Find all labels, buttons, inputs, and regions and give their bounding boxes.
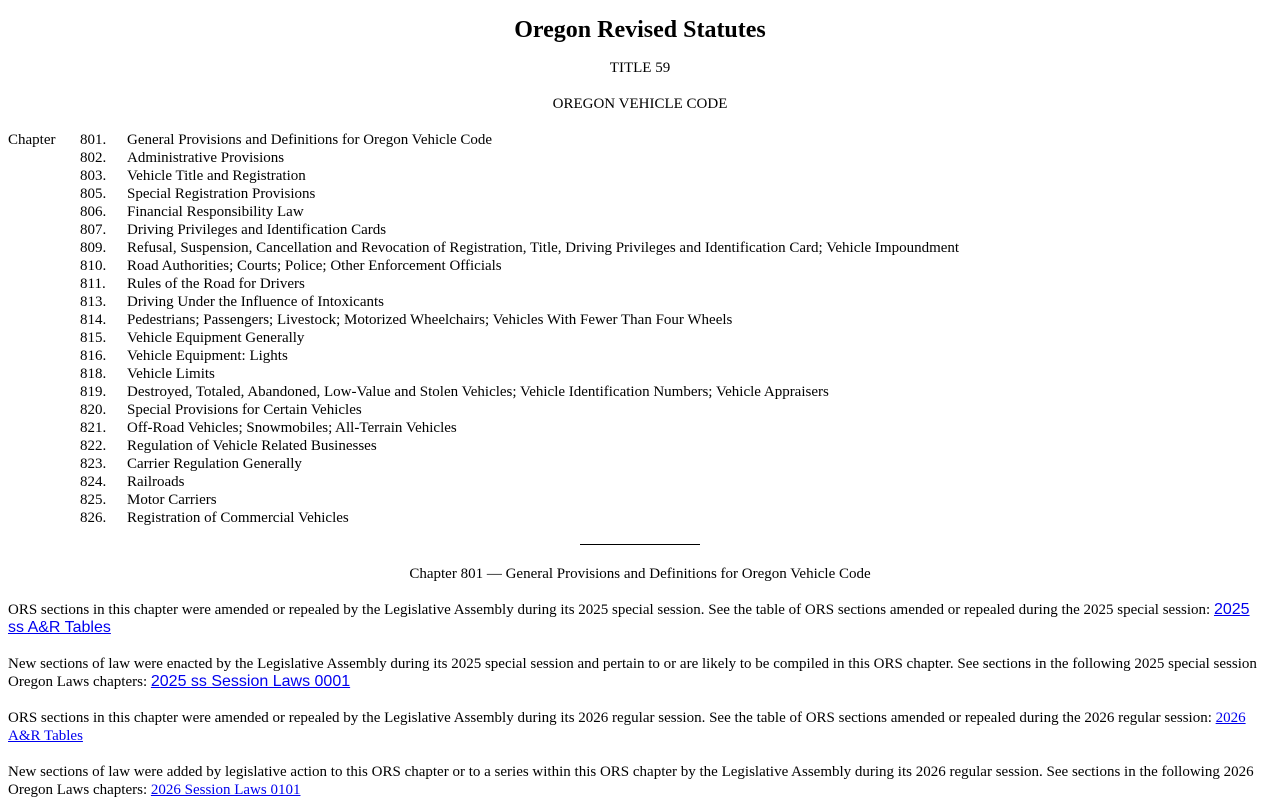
chapter-number: 823. [80, 456, 107, 472]
chapter-list-item [8, 383, 1272, 401]
chapter-number: 813. [80, 294, 107, 310]
chapter-number: 806. [80, 204, 107, 220]
chapter-list-item [8, 419, 1272, 437]
chapter-name: Registration of Commercial Vehicles [127, 510, 349, 526]
chapter-list-item [8, 131, 1272, 149]
chapter-name: Vehicle Equipment: Lights [127, 348, 288, 364]
chapter-list-item [8, 185, 1272, 203]
chapter-list-item [8, 455, 1272, 473]
chapter-list-item [8, 293, 1272, 311]
chapter-name: Refusal, Suspension, Cancellation and Revocation of Registration, Title, Driving Privileges and Identification Card; Vehicle Impoundment [127, 240, 960, 256]
ar-tables-2025ss-link[interactable]: 2025 ss A&R Tables [8, 601, 1250, 636]
chapter-name: Destroyed, Totaled, Abandoned, Low-Value and Stolen Vehicles; Vehicle Identification Numbers; Vehicle Appraisers [127, 384, 829, 400]
chapter-list-item [8, 437, 1272, 455]
chapter-list-item [8, 347, 1272, 365]
chapter-name: Vehicle Title and Registration [127, 168, 306, 184]
note-text: ORS sections in this chapter were amended or repealed by the Legislative Assembly during its 2025 special session. See the table of ORS sections amended or repealed during the 2025 special session: [8, 602, 1214, 618]
chapter-list [8, 131, 1272, 527]
chapter-list-item [8, 311, 1272, 329]
chapter-number: 824. [80, 474, 107, 490]
chapter-number: 825. [80, 492, 107, 508]
chapter-number: 807. [80, 222, 107, 238]
title-name: OREGON VEHICLE CODE [552, 96, 728, 112]
chapter-list-item [8, 509, 1272, 527]
chapter-list-item [8, 275, 1272, 293]
chapter-name: Regulation of Vehicle Related Businesses [127, 438, 377, 454]
chapter-list-item [8, 473, 1272, 491]
session-laws-2026-link[interactable]: 2026 Session Laws 0101 [150, 782, 301, 798]
chapter-name: General Provisions and Definitions for Oregon Vehicle Code [127, 132, 493, 148]
chapter-number: 820. [80, 402, 107, 418]
chapter-name: Vehicle Limits [127, 366, 215, 382]
chapter-name: Driving Under the Influence of Intoxicants [127, 294, 384, 310]
chapter-list-item [8, 401, 1272, 419]
chapter-list-item [8, 167, 1272, 185]
chapter-list-item [8, 257, 1272, 275]
chapter-name: Financial Responsibility Law [127, 204, 304, 220]
chapter-list-item [8, 365, 1272, 383]
chapter-number: 826. [80, 510, 107, 526]
chapter-number: 809. [80, 240, 107, 256]
note-text: New sections of law were added by legislative action to this ORS chapter or to a series within this ORS chapter by the Legislative Assembly during its 2026 regular session. See sections in the following 2026 Oregon Laws chapters: [8, 764, 1254, 798]
chapter-number: 819. [80, 384, 107, 400]
chapter-number: 814. [80, 312, 107, 328]
chapter-name: Motor Carriers [127, 492, 217, 508]
chapter-list-item [8, 221, 1272, 239]
note-paragraph [8, 745, 1258, 799]
chapter-name: Special Provisions for Certain Vehicles [127, 402, 362, 418]
note-paragraph [8, 691, 1258, 745]
chapter-name: Pedestrians; Passengers; Livestock; Motorized Wheelchairs; Vehicles With Fewer Than Four Wheels [127, 312, 733, 328]
chapter-number: 801. [80, 132, 107, 148]
chapter-number: 802. [80, 150, 107, 166]
chapter-number: 822. [80, 438, 107, 454]
chapter-name: Off-Road Vehicles; Snowmobiles; All-Terrain Vehicles [127, 420, 457, 436]
chapter-name: Administrative Provisions [127, 150, 285, 166]
chapter-list-item [8, 239, 1272, 257]
chapter-list-item [8, 149, 1272, 167]
chapter-number: 821. [80, 420, 107, 436]
chapter-list-item [8, 203, 1272, 221]
chapter-name: Vehicle Equipment Generally [127, 330, 305, 346]
chapter-prefix: Chapter [8, 132, 56, 148]
chapter-number: 805. [80, 186, 107, 202]
chapter-list-item [8, 329, 1272, 347]
chapter-number: 811. [80, 276, 106, 292]
chapter-name: Special Registration Provisions [127, 186, 316, 202]
chapter-name: Driving Privileges and Identification Cards [127, 222, 387, 238]
note-paragraph [8, 583, 1258, 637]
chapter-name: Carrier Regulation Generally [127, 456, 302, 472]
note-paragraph [8, 637, 1258, 691]
chapter-number: 818. [80, 366, 107, 382]
title-number: TITLE 59 [609, 60, 671, 76]
chapter-number: 816. [80, 348, 107, 364]
note-text: New sections of law were enacted by the Legislative Assembly during its 2025 special session and pertain to or are likely to be compiled in this ORS chapter. See sections in the following 2025 special session Oregon Laws chapters: [8, 656, 1257, 690]
ar-tables-2026-link[interactable]: 2026 A&R Tables [8, 710, 1246, 744]
chapter-name: Rules of the Road for Drivers [127, 276, 305, 292]
session-laws-2025ss-link[interactable]: 2025 ss Session Laws 0001 [150, 673, 351, 690]
chapter-heading: Chapter 801 — General Provisions and Definitions for Oregon Vehicle Code [409, 566, 871, 582]
chapter-number: 810. [80, 258, 107, 274]
chapter-name: Road Authorities; Courts; Police; Other Enforcement Officials [127, 258, 502, 274]
chapter-number: 803. [80, 168, 107, 184]
chapter-list-item [8, 491, 1272, 509]
page-title: Oregon Revised Statutes [514, 17, 766, 43]
chapter-number: 815. [80, 330, 107, 346]
chapter-name: Railroads [127, 474, 185, 490]
note-text: ORS sections in this chapter were amended or repealed by the Legislative Assembly during its 2026 regular session. See the table of ORS sections amended or repealed during the 2026 regular session: [8, 710, 1216, 726]
